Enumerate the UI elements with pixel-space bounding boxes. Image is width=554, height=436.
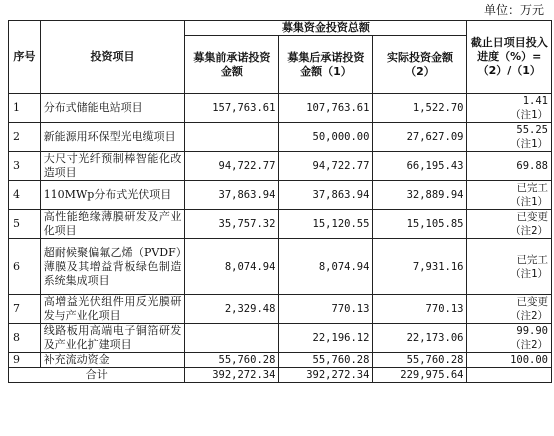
row-pre-amount: 35,757.32: [185, 210, 279, 239]
row-pre-amount: 94,722.77: [185, 152, 279, 181]
row-project-name: 高性能绝缘薄膜研发及产业化项目: [40, 210, 185, 239]
table-row: [9, 239, 552, 295]
table-row: [9, 353, 552, 368]
row-progress-value: 100.00: [510, 354, 548, 366]
row-progress: [467, 239, 552, 295]
header-group: 募集资金投资总额: [185, 21, 467, 36]
row-project-name: 分布式储能电站项目: [40, 94, 185, 123]
row-pre-amount: 55,760.28: [185, 353, 279, 368]
row-progress-note: （注1）: [510, 267, 548, 280]
total-progress: [467, 368, 552, 383]
row-progress: [467, 324, 552, 353]
row-progress-value: 55.25: [516, 124, 548, 136]
row-project-name: 大尺寸光纤预制棒智能化改造项目: [40, 152, 185, 181]
row-pre-amount: 157,763.61: [185, 94, 279, 123]
row-project-name: 超耐候聚偏氟乙烯（PVDF）薄膜及其增益背板绿色制造系统集成项目: [40, 239, 185, 295]
row-actual-amount: 770.13: [373, 295, 467, 324]
row-progress-note: （注1）: [510, 196, 548, 208]
row-seq: 6: [9, 239, 41, 295]
row-progress: [467, 181, 552, 210]
table-row: [9, 181, 552, 210]
row-seq: 1: [9, 94, 41, 123]
row-project-name: 补充流动资金: [40, 353, 185, 368]
row-project-name: 110MWp分布式光伏项目: [40, 181, 185, 210]
row-actual-amount: 1,522.70: [373, 94, 467, 123]
row-pre-amount: [185, 324, 279, 353]
row-seq: 9: [9, 353, 41, 368]
header-project: 投资项目: [40, 21, 185, 94]
unit-label: 单位：万元: [483, 3, 544, 17]
row-post-amount: 770.13: [279, 295, 373, 324]
table-row: [9, 295, 552, 324]
row-seq: 3: [9, 152, 41, 181]
row-post-amount: 37,863.94: [279, 181, 373, 210]
row-progress-value: 已完工: [516, 253, 548, 266]
total-actual: 229,975.64: [373, 368, 467, 383]
row-actual-amount: 15,105.85: [373, 210, 467, 239]
row-progress: [467, 210, 552, 239]
row-post-amount: 50,000.00: [279, 123, 373, 152]
row-progress-value: 已变更: [516, 211, 548, 223]
header-seq: 序号: [9, 21, 41, 94]
row-actual-amount: 27,627.09: [373, 123, 467, 152]
row-seq: 4: [9, 181, 41, 210]
row-seq: 8: [9, 324, 41, 353]
header-actual: 实际投资金额（2）: [373, 36, 467, 94]
row-progress: [467, 295, 552, 324]
row-actual-amount: 22,173.06: [373, 324, 467, 353]
table-row: [9, 152, 552, 181]
row-progress-note: （注2）: [510, 310, 548, 322]
row-post-amount: 94,722.77: [279, 152, 373, 181]
row-actual-amount: 66,195.43: [373, 152, 467, 181]
investment-table: [8, 20, 552, 383]
row-actual-amount: 32,889.94: [373, 181, 467, 210]
row-pre-amount: [185, 123, 279, 152]
total-post: 392,272.34: [279, 368, 373, 383]
row-pre-amount: 37,863.94: [185, 181, 279, 210]
row-progress-value: 99.90: [516, 325, 548, 337]
row-progress-value: 69.88: [516, 160, 548, 172]
row-actual-amount: 7,931.16: [373, 239, 467, 295]
row-progress: [467, 123, 552, 152]
row-progress-value: 已变更: [516, 296, 548, 308]
row-progress: [467, 152, 552, 181]
row-post-amount: 107,763.61: [279, 94, 373, 123]
row-pre-amount: 8,074.94: [185, 239, 279, 295]
row-progress: [467, 94, 552, 123]
total-label: 合计: [9, 368, 185, 383]
total-pre: 392,272.34: [185, 368, 279, 383]
row-progress-note: （注1）: [510, 138, 548, 150]
row-pre-amount: 2,329.48: [185, 295, 279, 324]
row-post-amount: 22,196.12: [279, 324, 373, 353]
row-progress-note: （注1）: [510, 109, 548, 121]
table-row: [9, 210, 552, 239]
row-seq: 5: [9, 210, 41, 239]
table-row: [9, 324, 552, 353]
row-seq: 7: [9, 295, 41, 324]
row-actual-amount: 55,760.28: [373, 353, 467, 368]
row-progress: [467, 353, 552, 368]
row-project-name: 线路板用高端电子铜箔研发及产业化扩建项目: [40, 324, 185, 353]
table-row: [9, 94, 552, 123]
row-project-name: 新能源用环保型光电缆项目: [40, 123, 185, 152]
row-project-name: 高增益光伏组件用反光膜研发与产业化项目: [40, 295, 185, 324]
total-row: [9, 368, 552, 383]
row-progress-note: （注2）: [510, 225, 548, 237]
row-post-amount: 8,074.94: [279, 239, 373, 295]
row-progress-value: 已完工: [516, 182, 548, 194]
row-post-amount: 55,760.28: [279, 353, 373, 368]
row-progress-note: （注2）: [510, 339, 548, 351]
row-seq: 2: [9, 123, 41, 152]
row-post-amount: 15,120.55: [279, 210, 373, 239]
row-progress-value: 1.41: [522, 95, 548, 107]
header-post: 募集后承诺投资金额（1）: [279, 36, 373, 94]
header-progress: 截止日项目投入进度（%）=（2）/（1）: [467, 21, 552, 94]
table-row: [9, 123, 552, 152]
header-pre: 募集前承诺投资金额: [185, 36, 279, 94]
